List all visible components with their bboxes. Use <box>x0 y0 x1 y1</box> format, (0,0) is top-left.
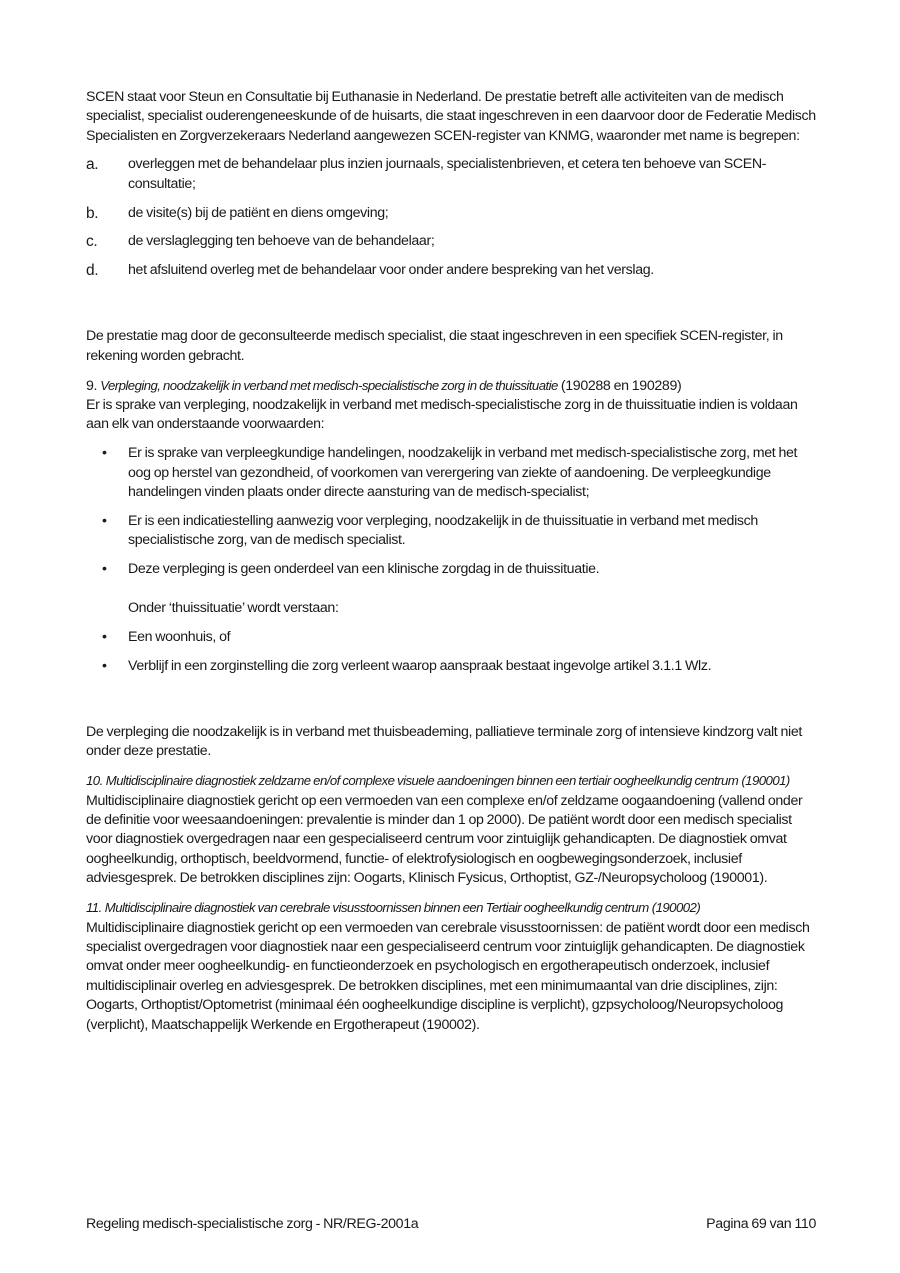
list-marker: c. <box>86 233 98 251</box>
list-item: b. de visite(s) bij de patiënt en diens omgeving; <box>86 204 389 222</box>
thuissituatie-definitions <box>86 628 818 676</box>
list-marker: b. <box>86 204 99 222</box>
scen-activity-list <box>86 155 818 281</box>
section-number: 9. <box>86 377 98 394</box>
bullet-icon: • <box>102 445 107 462</box>
section-number: 11. <box>86 900 102 916</box>
section-11-body: Multidisciplinaire diagnostiek gericht op een vermoeden van cerebrale visusstoornissen: de patiënt wordt door een medisch specialist overgedragen voor diagnostiek naar een gespecialiseerd centrum voor zintuiglijk gehandicapten. De diagnostiek omvat onder meer oogheelkundig- en functieonderzoek en psychologisch en ergotherapeutisch onderzoek, inclusief multidisciplinair overleg en adviesgesprek. De betrokken disciplines, met een minimumaantal van drie disciplines, zijn: Oogarts, Orthoptist/Optometrist (minimaal één oogheelkundige discipline is verplicht), gzpsycholoog/Neuropsycholoog (verplicht), Maatschappelijk Werkende en Ergotherapeut (190002). <box>86 919 810 1033</box>
list-item: • Er is een indicatiestelling aanwezig voor verpleging, noodzakelijk in de thuissituatie in verband met medisch specialistische zorg, van de medisch specialist. <box>102 513 758 549</box>
bullet-icon: • <box>102 629 107 646</box>
list-item: c. de verslaglegging ten behoeve van de behandelaar; <box>86 233 435 251</box>
section-9-conditions <box>86 444 818 579</box>
section-title: Multidisciplinaire diagnostiek zeldzame en/of complexe visuele aandoeningen binnen een tertiair oogheelkundig centrum <box>105 773 739 789</box>
bullet-icon: • <box>102 513 107 529</box>
section-9-heading <box>86 376 818 396</box>
footer-document-title: Regeling medisch-specialistische zorg - NR/REG-2001a <box>86 1216 419 1232</box>
section-11-heading <box>86 898 818 918</box>
section-9-exclusion: De verpleging die noodzakelijk is in verband met thuisbeademing, palliatieve terminale zorg of intensieve kindzorg valt niet onder deze prestatie. <box>86 723 802 760</box>
list-item: • Verblijf in een zorginstelling die zorg verleent waarop aanspraak bestaat ingevolge artikel 3.1.1 Wlz. <box>86 657 818 676</box>
list-item: d. het afsluitend overleg met de behandelaar voor onder andere bespreking van het verslag. <box>86 262 654 280</box>
page-footer <box>86 1215 816 1234</box>
scen-closing-paragraph: De prestatie mag door de geconsulteerde medisch specialist, die staat ingeschreven in een specifiek SCEN-register, in rekening worden gebracht. <box>86 328 783 364</box>
section-10-heading <box>86 771 818 791</box>
section-title: Verpleging, noodzakelijk in verband met medisch-specialistische zorg in de thuissituatie <box>100 377 558 393</box>
list-item: • Deze verpleging is geen onderdeel van een klinische zorgdag in de thuissituatie. <box>86 560 818 579</box>
bullet-icon: • <box>102 561 107 578</box>
section-codes: (190001) <box>741 773 790 789</box>
section-number: 10. <box>86 773 103 789</box>
footer-page-number: Pagina 69 van 110 <box>706 1216 816 1232</box>
list-item: • Er is sprake van verpleegkundige handelingen, noodzakelijk in verband met medisch-specialistische zorg, met het oog op herstel van gezondheid, of voorkomen van verergering van ziekte of aandoening. De verpleegkundige handelingen vinden plaats onder directe aansturing van de medisch-specialist; <box>102 445 798 501</box>
list-item: a. overleggen met de behandelaar plus inzien journaals, specialistenbrieven, et cetera ten behoeve van SCEN-consultatie; <box>86 156 767 192</box>
list-item: • Een woonhuis, of <box>86 628 818 647</box>
section-codes: (190002) <box>651 900 701 916</box>
list-marker: a. <box>86 156 99 174</box>
document-page <box>86 88 818 1035</box>
section-9-intro: Er is sprake van verpleging, noodzakelijk in verband met medisch-specialistische zorg in de thuissituatie indien is voldaan aan elk van onderstaande voorwaarden: <box>86 396 798 433</box>
section-codes: (190288 en 190289) <box>560 377 682 394</box>
section-10-body: Multidisciplinaire diagnostiek gericht op een vermoeden van een complexe en/of zeldzame oogaandoening (vallend onder de definitie voor weesaandoeningen: prevalentie is minder dan 1 op 2000). De patiënt wordt door een medisch specialist voor diagnostiek overgedragen naar een gespecialiseerd centrum voor zintuiglijk gehandicapten. De diagnostiek omvat oogheelkundig, orthoptisch, beeldvormend, functie- of elektrofysiologisch en oogbewegingsonderzoek, inclusief adviesgesprek. De betrokken disciplines zijn: Oogarts, Klinisch Fysicus, Orthoptist, GZ-/Neuropsycholoog (190001). <box>86 792 803 887</box>
bullet-icon: • <box>102 658 107 675</box>
section-title: Multidisciplinaire diagnostiek van cerebrale visusstoornissen binnen een Tertiair oogheelkundig centrum <box>104 900 649 916</box>
thuissituatie-definition-label: Onder ‘thuissituatie’ wordt verstaan: <box>128 600 339 617</box>
list-marker: d. <box>86 262 99 280</box>
scen-intro-paragraph: SCEN staat voor Steun en Consultatie bij Euthanasie in Nederland. De prestatie betreft alle activiteiten van de medisch specialist, specialist ouderengeneeskunde of de huisarts, die staat ingeschreven in een daarvoor door de Federatie Medisch Specialisten en Zorgverzekeraars Nederland aangewezen SCEN-register van KNMG, waaronder met name is begrepen: <box>86 89 816 144</box>
